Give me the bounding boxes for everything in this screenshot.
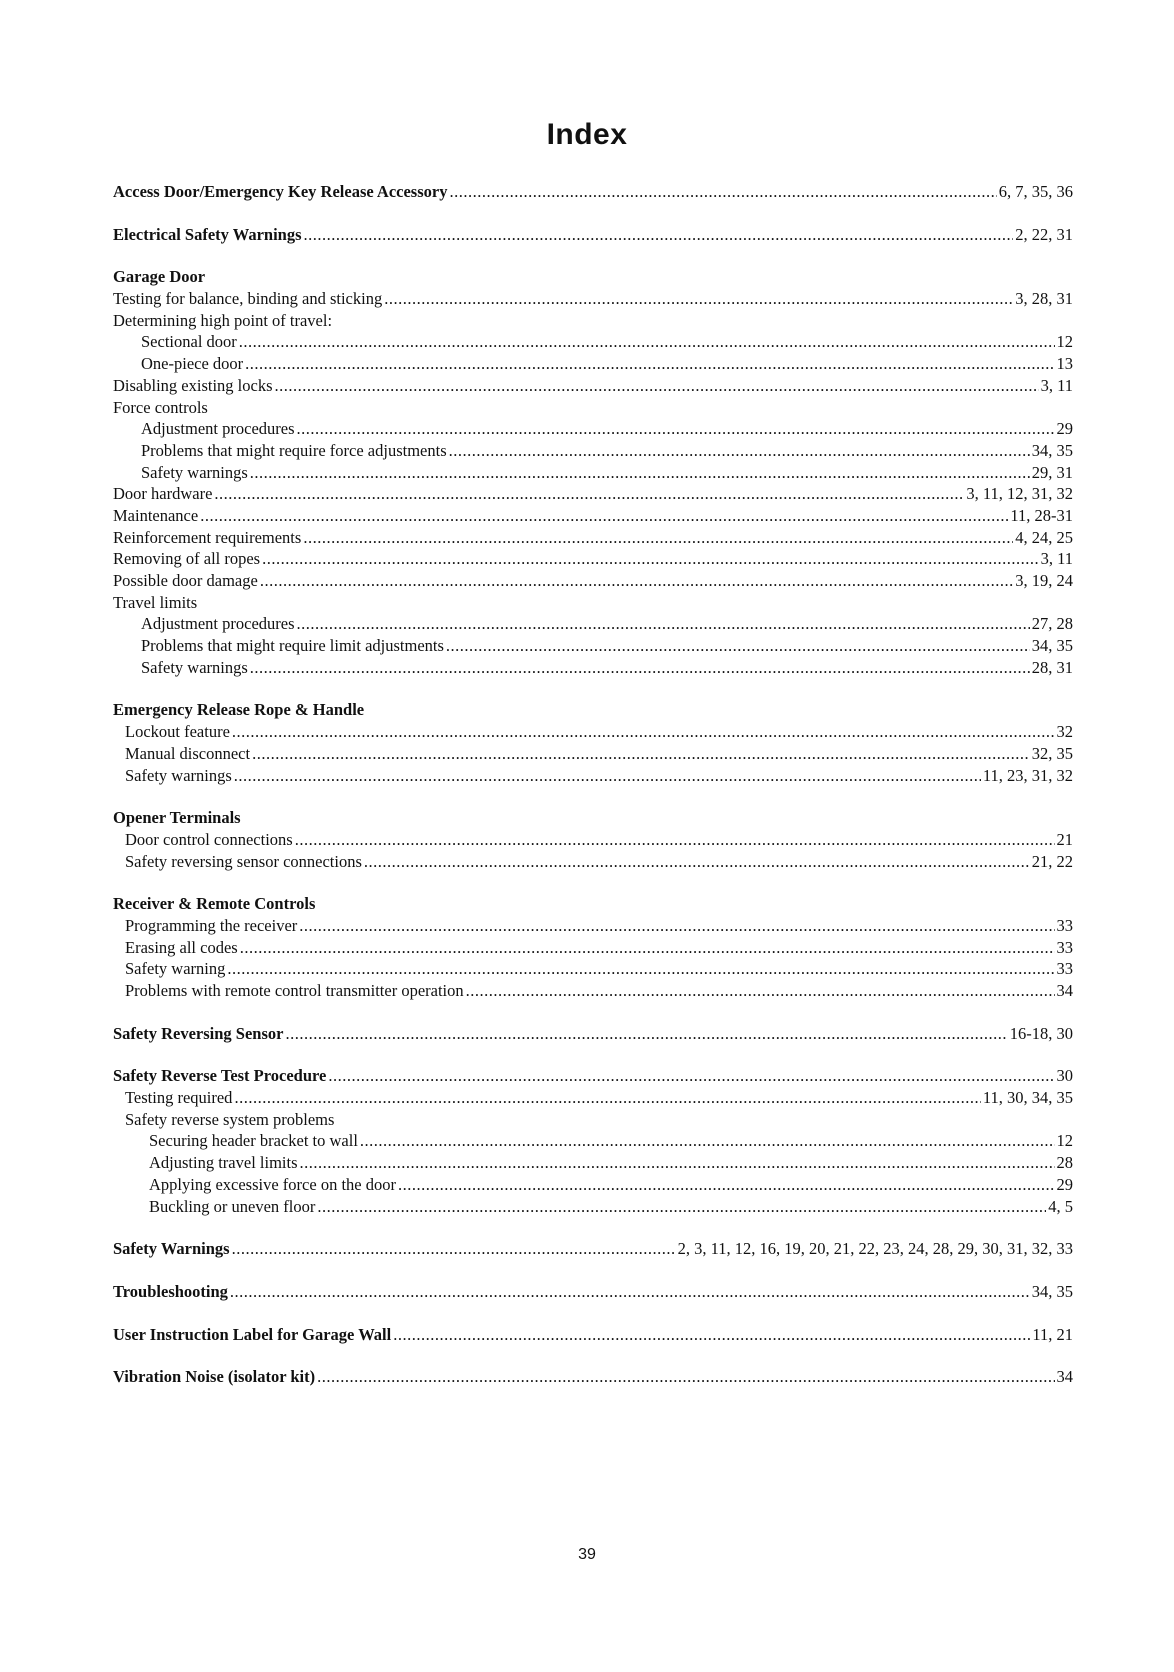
entry-pages: 2, 22, 31 (1015, 224, 1073, 244)
index-entry-access-door (113, 181, 1073, 203)
entry-pages: 6, 7, 35, 36 (998, 182, 1073, 201)
entry-label: Testing for balance, binding and sticking (113, 289, 383, 309)
entry-pages: 30 (1056, 1066, 1073, 1086)
dot-leader (252, 743, 1030, 765)
entry-pages: 3, 28, 31 (1015, 289, 1073, 309)
entry-label: Troubleshooting (113, 1281, 228, 1301)
index-entry (113, 1152, 1073, 1174)
dot-leader (360, 1130, 1055, 1152)
entry-pages: 4, 24, 25 (1015, 527, 1073, 547)
dot-leader (449, 181, 996, 203)
entry-label: Safety warning (125, 959, 226, 979)
section-heading-emergency-release (113, 699, 1073, 721)
entry-pages: 29, 31 (1031, 462, 1073, 482)
entry-label: Safety Reversing Sensor (113, 1023, 284, 1043)
dot-leader (297, 613, 1030, 635)
entry-label: Safety warnings (125, 765, 232, 785)
entry-label: Safety reversing sensor connections (125, 851, 362, 871)
dot-leader (232, 721, 1055, 743)
entry-label: Safety Warnings (113, 1239, 230, 1259)
entry-label: Door control connections (125, 829, 293, 849)
entry-pages: 33 (1056, 915, 1073, 935)
entry-pages: 34 (1056, 981, 1073, 1000)
index-list (113, 181, 1073, 1388)
dot-leader (262, 548, 1039, 570)
index-entry (113, 765, 1073, 787)
index-entry (113, 657, 1073, 679)
index-entry (113, 721, 1073, 743)
entry-label: Maintenance (113, 505, 199, 525)
entry-pages: 34, 35 (1031, 440, 1073, 460)
dot-leader (234, 1087, 980, 1109)
entry-label: Lockout feature (125, 722, 230, 742)
dot-leader (275, 375, 1039, 397)
entry-pages: 3, 19, 24 (1015, 571, 1073, 590)
entry-label: Problems with remote control transmitter operation (125, 981, 464, 1000)
entry-label: Buckling or uneven floor (149, 1196, 316, 1216)
dot-leader (364, 851, 1030, 873)
entry-label: Securing header bracket to wall (149, 1131, 358, 1151)
entry-label: Sectional door (141, 332, 237, 352)
index-entry (113, 505, 1073, 527)
section-heading: Emergency Release Rope & Handle (113, 700, 365, 720)
dot-leader (240, 937, 1055, 959)
entry-label: Possible door damage (113, 571, 258, 590)
index-entry (113, 915, 1073, 937)
entry-label: Safety warnings (141, 657, 248, 677)
entry-pages: 11, 30, 34, 35 (982, 1088, 1073, 1108)
dot-leader (304, 224, 1014, 246)
entry-pages: 34, 35 (1031, 636, 1073, 656)
entry-label: Travel limits (113, 592, 198, 612)
index-entry (113, 635, 1073, 657)
dot-leader (446, 635, 1030, 657)
entry-pages: 32, 35 (1031, 743, 1073, 763)
dot-leader (297, 418, 1055, 440)
entry-pages: 11, 23, 31, 32 (982, 765, 1073, 785)
entry-label: Determining high point of travel: (113, 310, 333, 330)
index-entry (113, 743, 1073, 765)
index-entry-safety-warnings (113, 1238, 1073, 1260)
dot-leader (245, 353, 1054, 375)
dot-leader (260, 570, 1013, 592)
entry-label: Electrical Safety Warnings (113, 224, 302, 244)
index-entry-troubleshooting (113, 1281, 1073, 1303)
entry-label: Problems that might require force adjustments (141, 440, 447, 460)
entry-pages: 28, 31 (1031, 657, 1073, 677)
dot-leader (234, 765, 981, 787)
entry-label: Safety Reverse Test Procedure (113, 1066, 327, 1086)
section-heading-garage-door (113, 266, 1073, 288)
index-subheading (113, 1109, 1073, 1131)
entry-pages: 3, 11 (1040, 549, 1073, 569)
index-entry (113, 1130, 1073, 1152)
index-entry (113, 1174, 1073, 1196)
entry-label: Removing of all ropes (113, 549, 261, 569)
entry-label: Erasing all codes (125, 937, 238, 957)
section-heading: Garage Door (113, 267, 206, 287)
entry-pages: 3, 11, 12, 31, 32 (966, 484, 1073, 504)
entry-label: One-piece door (141, 354, 244, 374)
index-entry (113, 288, 1073, 310)
entry-label: Access Door/Emergency Key Release Accessory (113, 182, 448, 201)
index-entry (113, 958, 1073, 980)
page-title: Index (546, 118, 628, 151)
entry-label: Safety reverse system problems (125, 1109, 335, 1129)
entry-label: Adjusting travel limits (149, 1153, 298, 1173)
dot-leader (285, 1023, 1007, 1045)
entry-pages: 11, 28-31 (1010, 505, 1073, 525)
entry-pages: 2, 3, 11, 12, 16, 19, 20, 21, 22, 23, 24, 28, 29, 30, 31, 32, 33 (677, 1239, 1073, 1259)
entry-pages: 34 (1056, 1367, 1073, 1387)
index-subheading (113, 397, 1073, 419)
section-heading: Opener Terminals (113, 808, 241, 828)
section-heading-opener-terminals (113, 807, 1073, 829)
section-heading-receiver (113, 893, 1073, 915)
index-entry (113, 548, 1073, 570)
entry-pages: 33 (1056, 937, 1073, 957)
index-entry-vibration (113, 1366, 1073, 1388)
index-subheading (113, 592, 1073, 614)
dot-leader (250, 462, 1030, 484)
entry-pages: 29 (1056, 419, 1073, 439)
entry-label: Safety warnings (141, 462, 248, 482)
page-number: 39 (578, 1546, 596, 1563)
entry-pages: 16-18, 30 (1009, 1023, 1073, 1043)
index-entry (113, 353, 1073, 375)
index-entry (113, 937, 1073, 959)
entry-label: Applying excessive force on the door (149, 1174, 396, 1194)
index-entry (113, 570, 1073, 592)
entry-label: Testing required (125, 1088, 233, 1108)
dot-leader (393, 1324, 1030, 1346)
index-entry (113, 418, 1073, 440)
dot-leader (466, 980, 1055, 1002)
entry-pages: 29 (1056, 1174, 1073, 1194)
dot-leader (295, 829, 1055, 851)
index-entry (113, 375, 1073, 397)
dot-leader (214, 483, 964, 505)
entry-label: User Instruction Label for Garage Wall (113, 1324, 392, 1344)
dot-leader (303, 527, 1013, 549)
dot-leader (328, 1065, 1054, 1087)
entry-pages: 12 (1056, 332, 1073, 352)
index-entry (113, 1196, 1073, 1218)
entry-label: Disabling existing locks (113, 375, 273, 395)
entry-label: Door hardware (113, 484, 213, 504)
index-entry (113, 980, 1073, 1002)
entry-pages: 33 (1056, 959, 1073, 979)
index-entry (113, 462, 1073, 484)
index-entry (113, 829, 1073, 851)
entry-pages: 21, 22 (1031, 851, 1073, 871)
dot-leader (449, 440, 1030, 462)
dot-leader (200, 505, 1008, 527)
entry-pages: 11, 21 (1032, 1324, 1073, 1344)
dot-leader (227, 958, 1054, 980)
dot-leader (317, 1366, 1054, 1388)
entry-label: Problems that might require limit adjustments (141, 636, 444, 656)
dot-leader (239, 331, 1055, 353)
index-entry (113, 527, 1073, 549)
index-entry-safety-sensor (113, 1023, 1073, 1045)
dot-leader (232, 1238, 676, 1260)
entry-label: Adjustment procedures (141, 614, 295, 634)
dot-leader (398, 1174, 1055, 1196)
entry-pages: 27, 28 (1031, 614, 1073, 634)
entry-label: Manual disconnect (125, 743, 251, 763)
entry-pages: 3, 11 (1040, 375, 1073, 395)
index-entry-electrical (113, 224, 1073, 246)
entry-label: Programming the receiver (125, 915, 298, 935)
dot-leader (250, 657, 1030, 679)
index-subheading (113, 310, 1073, 332)
entry-pages: 32 (1056, 722, 1073, 742)
entry-label: Vibration Noise (isolator kit) (113, 1367, 316, 1387)
entry-pages: 34, 35 (1031, 1281, 1073, 1301)
index-entry-reverse-test (113, 1065, 1073, 1087)
entry-pages: 4, 5 (1048, 1196, 1073, 1216)
section-heading: Receiver & Remote Controls (113, 894, 316, 914)
entry-pages: 13 (1056, 354, 1073, 374)
entry-pages: 21 (1056, 829, 1073, 849)
entry-pages: 28 (1056, 1153, 1073, 1173)
index-entry (113, 483, 1073, 505)
index-entry-user-label (113, 1324, 1073, 1346)
index-entry (113, 331, 1073, 353)
entry-pages: 12 (1056, 1131, 1073, 1151)
dot-leader (230, 1281, 1030, 1303)
dot-leader (317, 1196, 1046, 1218)
index-entry (113, 440, 1073, 462)
index-entry (113, 851, 1073, 873)
entry-label: Adjustment procedures (141, 419, 295, 439)
dot-leader (299, 915, 1054, 937)
dot-leader (300, 1152, 1055, 1174)
entry-label: Force controls (113, 397, 208, 417)
index-entry (113, 613, 1073, 635)
entry-label: Reinforcement requirements (113, 527, 302, 547)
dot-leader (384, 288, 1013, 310)
index-entry (113, 1087, 1073, 1109)
